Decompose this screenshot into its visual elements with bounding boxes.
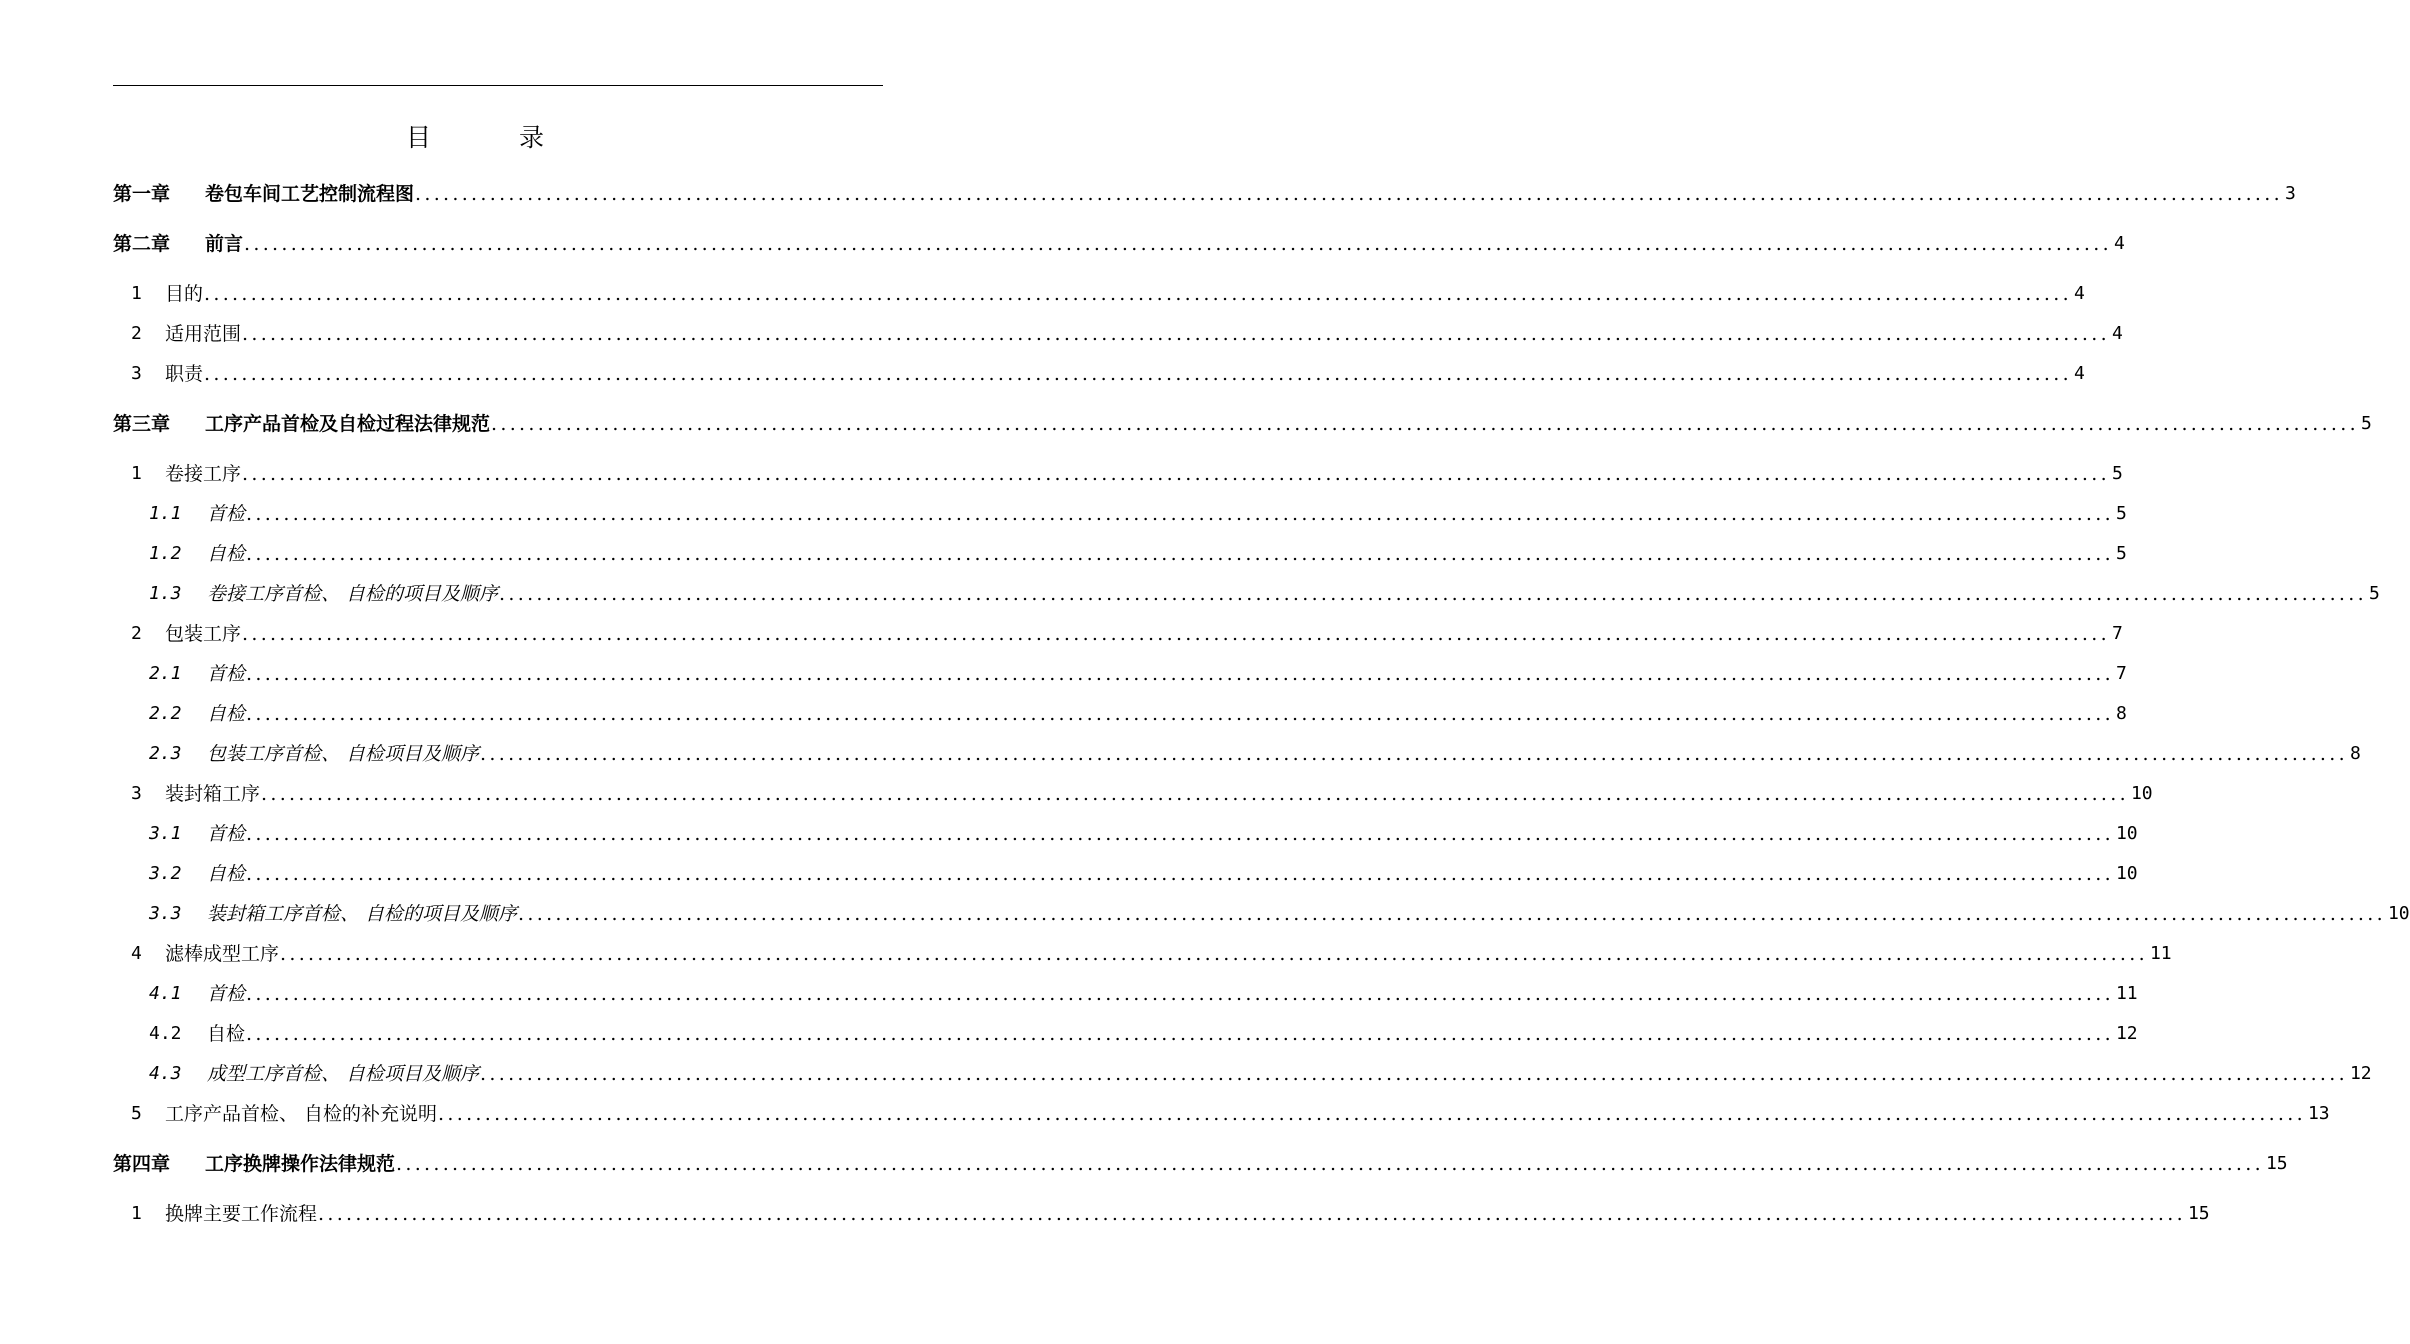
toc-leader-dots: ........................................................................................................................................................................................................ bbox=[480, 743, 2348, 765]
toc-entry[interactable] bbox=[113, 496, 2127, 526]
toc-entry[interactable] bbox=[113, 896, 2410, 926]
toc-entry-label: 滤棒成型工序 bbox=[165, 943, 280, 965]
toc-entry-label: 首检 bbox=[207, 823, 246, 845]
toc-entry-page: 5 bbox=[2115, 503, 2127, 524]
toc-entry-number: 1.1 bbox=[149, 503, 182, 524]
toc-entry-number: 5 bbox=[131, 1103, 142, 1124]
toc-entry-label: 成型工序首检、 自检项目及顺序 bbox=[207, 1063, 480, 1085]
toc-entry-label: 自检 bbox=[207, 863, 246, 885]
toc-entry[interactable] bbox=[113, 856, 2138, 886]
toc-entry-number: 2 bbox=[131, 323, 142, 344]
toc-entry-page: 4 bbox=[2113, 233, 2125, 254]
header-rule bbox=[113, 85, 883, 86]
toc-entry-label: 目的 bbox=[165, 283, 204, 305]
toc-entry[interactable] bbox=[113, 1196, 2210, 1226]
toc-entry-number: 第一章 bbox=[113, 183, 171, 205]
toc-entry-label: 工序产品首检及自检过程法律规范 bbox=[205, 413, 491, 435]
toc-entry-label: 卷包车间工艺控制流程图 bbox=[205, 183, 415, 205]
toc-entry-page: 8 bbox=[2115, 703, 2127, 724]
toc-entry-label: 自检 bbox=[207, 703, 246, 725]
toc-entry-number: 3.3 bbox=[149, 903, 182, 924]
toc-leader-dots: ........................................................................................................................................................................................................ bbox=[246, 863, 2114, 885]
toc-leader-dots: ........................................................................................................................................................................................................ bbox=[396, 1153, 2264, 1175]
toc-entry-label: 包装工序首检、 自检项目及顺序 bbox=[207, 743, 480, 765]
toc-entry[interactable] bbox=[113, 1056, 2372, 1086]
toc-entry[interactable] bbox=[113, 226, 2125, 256]
toc-entry-page: 5 bbox=[2360, 413, 2372, 434]
toc-entry-number: 1 bbox=[131, 1203, 142, 1224]
toc-leader-dots: ........................................................................................................................................................................................................ bbox=[242, 463, 2110, 485]
toc-entry[interactable] bbox=[113, 616, 2123, 646]
toc-entry-page: 12 bbox=[2115, 1023, 2138, 1044]
toc-entry-page: 15 bbox=[2265, 1153, 2288, 1174]
toc-entry[interactable] bbox=[113, 316, 2123, 346]
toc-entry[interactable] bbox=[113, 536, 2127, 566]
toc-entry-page: 5 bbox=[2368, 583, 2380, 604]
toc-entry[interactable] bbox=[113, 736, 2361, 766]
toc-entry-number: 1 bbox=[131, 283, 142, 304]
toc-leader-dots: ........................................................................................................................................................................................................ bbox=[246, 663, 2114, 685]
toc-entry-label: 卷接工序 bbox=[165, 463, 242, 485]
toc-leader-dots: ........................................................................................................................................................................................................ bbox=[246, 1023, 2114, 1045]
toc-entry-number: 3.1 bbox=[149, 823, 182, 844]
toc-entry-number: 2 bbox=[131, 623, 142, 644]
toc-entry-label: 首检 bbox=[207, 983, 246, 1005]
toc-entry-page: 5 bbox=[2111, 463, 2123, 484]
toc-leader-dots: ........................................................................................................................................................................................................ bbox=[318, 1203, 2186, 1225]
toc-entry[interactable] bbox=[113, 576, 2380, 606]
toc-entry-label: 卷接工序首检、 自检的项目及顺序 bbox=[207, 583, 499, 605]
toc-entry-page: 15 bbox=[2187, 1203, 2210, 1224]
toc-entry-page: 11 bbox=[2149, 943, 2172, 964]
toc-leader-dots: ........................................................................................................................................................................................................ bbox=[204, 283, 2072, 305]
toc-leader-dots: ........................................................................................................................................................................................................ bbox=[246, 543, 2114, 565]
toc-entry[interactable] bbox=[113, 1016, 2138, 1046]
toc-entry[interactable] bbox=[113, 696, 2127, 726]
toc-entry[interactable] bbox=[113, 406, 2372, 436]
toc-entry-page: 7 bbox=[2115, 663, 2127, 684]
toc-entry-page: 10 bbox=[2115, 863, 2138, 884]
toc-entry-number: 第四章 bbox=[113, 1153, 171, 1175]
toc-leader-dots: ........................................................................................................................................................................................................ bbox=[491, 413, 2359, 435]
toc-entry-page: 13 bbox=[2307, 1103, 2330, 1124]
toc-leader-dots: ........................................................................................................................................................................................................ bbox=[415, 183, 2283, 205]
toc-entry-number: 1.3 bbox=[149, 583, 182, 604]
toc-entry[interactable] bbox=[113, 456, 2123, 486]
toc-entry-label: 首检 bbox=[207, 503, 246, 525]
toc-entry[interactable] bbox=[113, 356, 2085, 386]
toc-entry-label: 换牌主要工作流程 bbox=[165, 1203, 318, 1225]
toc-entry-number: 4.1 bbox=[149, 983, 182, 1004]
toc-entry-label: 工序换牌操作法律规范 bbox=[205, 1153, 396, 1175]
toc-entry-number: 3 bbox=[131, 363, 142, 384]
toc-leader-dots: ........................................................................................................................................................................................................ bbox=[438, 1103, 2306, 1125]
toc-entry[interactable] bbox=[113, 656, 2127, 686]
toc-entry-page: 3 bbox=[2284, 183, 2296, 204]
toc-entry-page: 12 bbox=[2349, 1063, 2372, 1084]
toc-entry-page: 10 bbox=[2130, 783, 2153, 804]
toc-leader-dots: ........................................................................................................................................................................................................ bbox=[246, 983, 2114, 1005]
toc-leader-dots: ........................................................................................................................................................................................................ bbox=[246, 823, 2114, 845]
toc-entry-label: 职责 bbox=[165, 363, 204, 385]
toc-leader-dots: ........................................................................................................................................................................................................ bbox=[242, 323, 2110, 345]
toc-entry[interactable] bbox=[113, 1096, 2330, 1126]
toc-entry-page: 5 bbox=[2115, 543, 2127, 564]
toc-entry-label: 装封箱工序首检、 自检的项目及顺序 bbox=[207, 903, 518, 925]
toc-entry-page: 4 bbox=[2073, 363, 2085, 384]
toc-entry-label: 工序产品首检、 自检的补充说明 bbox=[165, 1103, 438, 1125]
toc-entry-number: 1.2 bbox=[149, 543, 182, 564]
toc-leader-dots: ........................................................................................................................................................................................................ bbox=[480, 1063, 2348, 1085]
toc-leader-dots: ........................................................................................................................................................................................................ bbox=[242, 623, 2110, 645]
toc-entry-number: 2.3 bbox=[149, 743, 182, 764]
toc-entry[interactable] bbox=[113, 1146, 2288, 1176]
toc-entry-label: 装封箱工序 bbox=[165, 783, 261, 805]
toc-entry-number: 2.1 bbox=[149, 663, 182, 684]
toc-leader-dots: ........................................................................................................................................................................................................ bbox=[280, 943, 2148, 965]
toc-leader-dots: ........................................................................................................................................................................................................ bbox=[244, 233, 2112, 255]
toc-leader-dots: ........................................................................................................................................................................................................ bbox=[246, 503, 2114, 525]
toc-entry-page: 8 bbox=[2349, 743, 2361, 764]
toc-entry-number: 第三章 bbox=[113, 413, 171, 435]
toc-leader-dots: ........................................................................................................................................................................................................ bbox=[246, 703, 2114, 725]
toc-entry-number: 第二章 bbox=[113, 233, 171, 255]
toc-leader-dots: ........................................................................................................................................................................................................ bbox=[261, 783, 2129, 805]
toc-entry[interactable] bbox=[113, 816, 2138, 846]
toc-entry-label: 自检 bbox=[207, 543, 246, 565]
toc-entry-label: 适用范围 bbox=[165, 323, 242, 345]
toc-entry-number: 3 bbox=[131, 783, 142, 804]
toc-entry-page: 7 bbox=[2111, 623, 2123, 644]
toc-entry-number: 4 bbox=[131, 943, 142, 964]
toc-entry[interactable] bbox=[113, 936, 2172, 966]
page-title: 目 录 bbox=[406, 123, 584, 152]
toc-entry-label: 首检 bbox=[207, 663, 246, 685]
toc-leader-dots: ........................................................................................................................................................................................................ bbox=[518, 903, 2386, 925]
toc-entry-number: 1 bbox=[131, 463, 142, 484]
toc-entry-page: 11 bbox=[2115, 983, 2138, 1004]
toc-entry[interactable] bbox=[113, 976, 2138, 1006]
toc-entry-number: 3.2 bbox=[149, 863, 182, 884]
toc-entry-page: 4 bbox=[2073, 283, 2085, 304]
toc-entry[interactable] bbox=[113, 276, 2085, 306]
toc-leader-dots: ........................................................................................................................................................................................................ bbox=[204, 363, 2072, 385]
toc-entry-number: 2.2 bbox=[149, 703, 182, 724]
toc-entry-page: 4 bbox=[2111, 323, 2123, 344]
toc-entry[interactable] bbox=[113, 776, 2153, 806]
toc-entry-number: 4.2 bbox=[149, 1023, 182, 1044]
toc-entry-page: 10 bbox=[2387, 903, 2410, 924]
toc-entry[interactable] bbox=[113, 176, 2296, 206]
toc-leader-dots: ........................................................................................................................................................................................................ bbox=[499, 583, 2367, 605]
toc-entry-page: 10 bbox=[2115, 823, 2138, 844]
toc-entry-label: 包装工序 bbox=[165, 623, 242, 645]
toc-entry-label: 自检 bbox=[207, 1023, 246, 1045]
toc-entry-number: 4.3 bbox=[149, 1063, 182, 1084]
toc-entry-label: 前言 bbox=[205, 233, 244, 255]
